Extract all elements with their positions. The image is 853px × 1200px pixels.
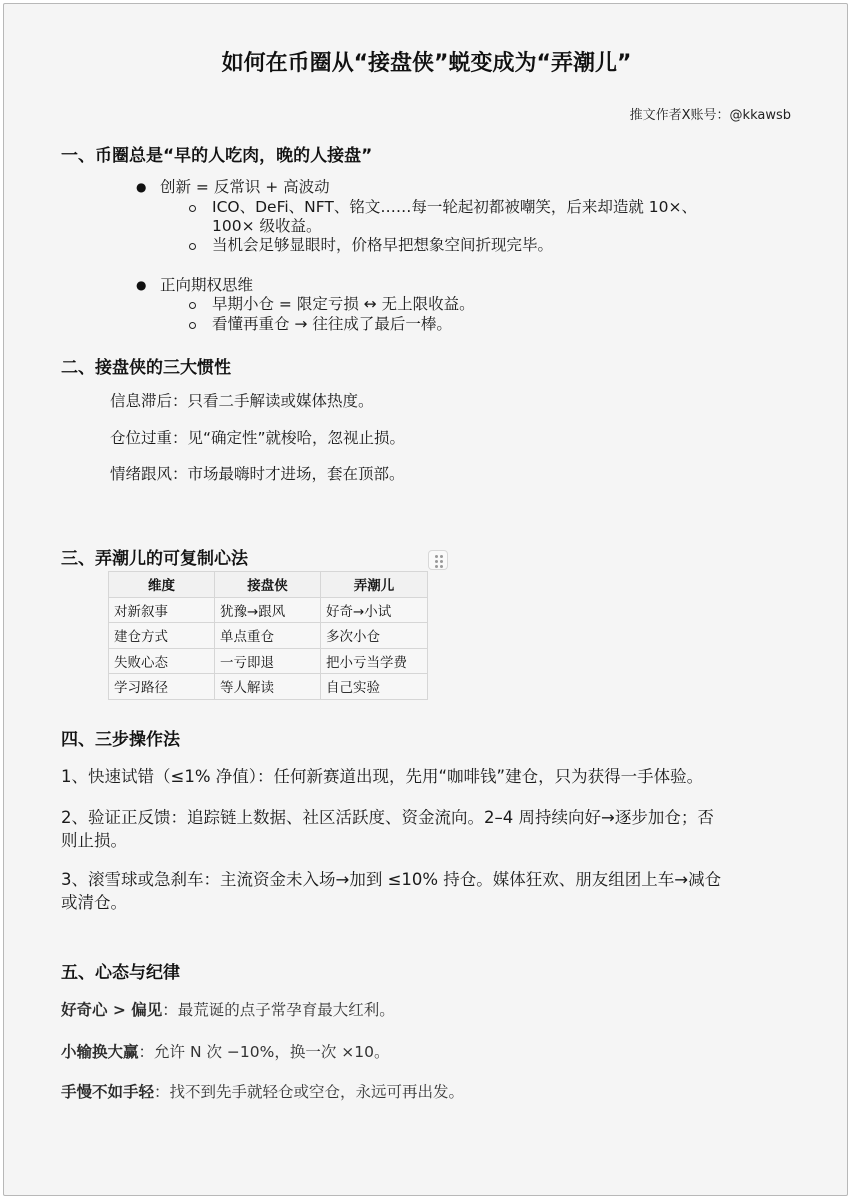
discipline-item-2 bbox=[61, 1040, 389, 1062]
discipline-item-label: 手慢不如手轻 bbox=[61, 1083, 155, 1101]
author-line: 推文作者X账号：@kkawsb bbox=[629, 108, 791, 123]
circle-bullet-icon bbox=[189, 243, 196, 250]
bullet-icon: ● bbox=[136, 278, 147, 292]
section-2-item-1: 信息滞后：只看二手解读或媒体热度。 bbox=[110, 392, 374, 410]
step-3-line-2: 或清仓。 bbox=[61, 893, 127, 912]
section-1-heading: 一、币圈总是“早的人吃肉，晚的人接盘” bbox=[61, 146, 373, 166]
section-2-item-2: 仓位过重：见“确定性”就梭哈，忽视止损。 bbox=[110, 429, 406, 447]
step-2-line-1: 2、验证正反馈：追踪链上数据、社区活跃度、资金流向。2–4 周持续向好→逐步加仓；否 bbox=[61, 808, 714, 827]
table-header-row bbox=[109, 572, 428, 598]
table-cell: 等人解读 bbox=[215, 674, 321, 700]
section-1-sub-1-line-2: 100× 级收益。 bbox=[212, 217, 322, 235]
table-cell: 把小亏当学费 bbox=[321, 648, 428, 674]
comparison-table bbox=[108, 571, 428, 700]
step-1: 1、快速试错（≤1% 净值）：任何新赛道出现，先用“咖啡钱”建仓，只为获得一手体验。 bbox=[61, 767, 704, 786]
table-cell: 对新叙事 bbox=[109, 597, 215, 623]
table-cell: 失败心态 bbox=[109, 648, 215, 674]
discipline-item-text: ：允许 N 次 −10%，换一次 ×10。 bbox=[138, 1043, 390, 1061]
section-5-heading: 五、心态与纪律 bbox=[61, 963, 180, 983]
table-header-cell: 接盘侠 bbox=[215, 572, 321, 598]
section-4-heading: 四、三步操作法 bbox=[61, 730, 180, 750]
table-row bbox=[109, 597, 428, 623]
table-cell: 好奇→小试 bbox=[321, 597, 428, 623]
section-2-item-3: 情绪跟风：市场最嗨时才进场，套在顶部。 bbox=[110, 465, 405, 483]
discipline-item-3 bbox=[61, 1080, 464, 1102]
table-header-cell: 维度 bbox=[109, 572, 215, 598]
bullet-icon: ● bbox=[136, 180, 147, 194]
section-2-heading: 二、接盘侠的三大惯性 bbox=[61, 358, 231, 378]
table-row bbox=[109, 674, 428, 700]
section-1-sub-3: 早期小仓 = 限定亏损 ↔ 无上限收益。 bbox=[212, 295, 475, 313]
section-3-heading: 三、弄潮儿的可复制心法 bbox=[61, 549, 248, 569]
discipline-item-text: ：找不到先手就轻仓或空仓，永远可再出发。 bbox=[154, 1083, 465, 1101]
section-1-bullet-1: 创新 = 反常识 + 高波动 bbox=[160, 178, 330, 196]
table-cell: 自己实验 bbox=[321, 674, 428, 700]
section-1-sub-4: 看懂再重仓 → 往往成了最后一棒。 bbox=[212, 315, 452, 333]
circle-bullet-icon bbox=[189, 205, 196, 212]
step-2-line-2: 则止损。 bbox=[61, 831, 127, 850]
table-cell: 建仓方式 bbox=[109, 623, 215, 649]
table-row bbox=[109, 648, 428, 674]
table-cell: 一亏即退 bbox=[215, 648, 321, 674]
section-1-sub-1-line-1: ICO、DeFi、NFT、铭文……每一轮起初都被嘲笑，后来却造就 10×、 bbox=[212, 198, 698, 216]
table-header-cell: 弄潮儿 bbox=[321, 572, 428, 598]
table-cell: 多次小仓 bbox=[321, 623, 428, 649]
table-cell: 单点重仓 bbox=[215, 623, 321, 649]
discipline-item-label: 好奇心 > 偏见 bbox=[61, 1001, 163, 1019]
step-3-line-1: 3、滚雪球或急刹车：主流资金未入场→加到 ≤10% 持仓。媒体狂欢、朋友组团上车→减仓 bbox=[61, 870, 722, 889]
discipline-item-text: ：最荒诞的点子常孕育最大红利。 bbox=[162, 1001, 395, 1019]
circle-bullet-icon bbox=[189, 322, 196, 329]
table-cell: 犹豫→跟风 bbox=[215, 597, 321, 623]
page-title: 如何在币圈从“接盘侠”蜕变成为“弄潮儿” bbox=[221, 51, 632, 76]
drag-handle-icon[interactable] bbox=[428, 550, 448, 570]
circle-bullet-icon bbox=[189, 302, 196, 309]
discipline-item-1 bbox=[61, 998, 395, 1020]
discipline-item-label: 小输换大赢 bbox=[61, 1043, 139, 1061]
table-row bbox=[109, 623, 428, 649]
section-1-bullet-2: 正向期权思维 bbox=[160, 276, 254, 294]
section-1-sub-2: 当机会足够显眼时，价格早把想象空间折现完毕。 bbox=[212, 236, 554, 254]
table-cell: 学习路径 bbox=[109, 674, 215, 700]
